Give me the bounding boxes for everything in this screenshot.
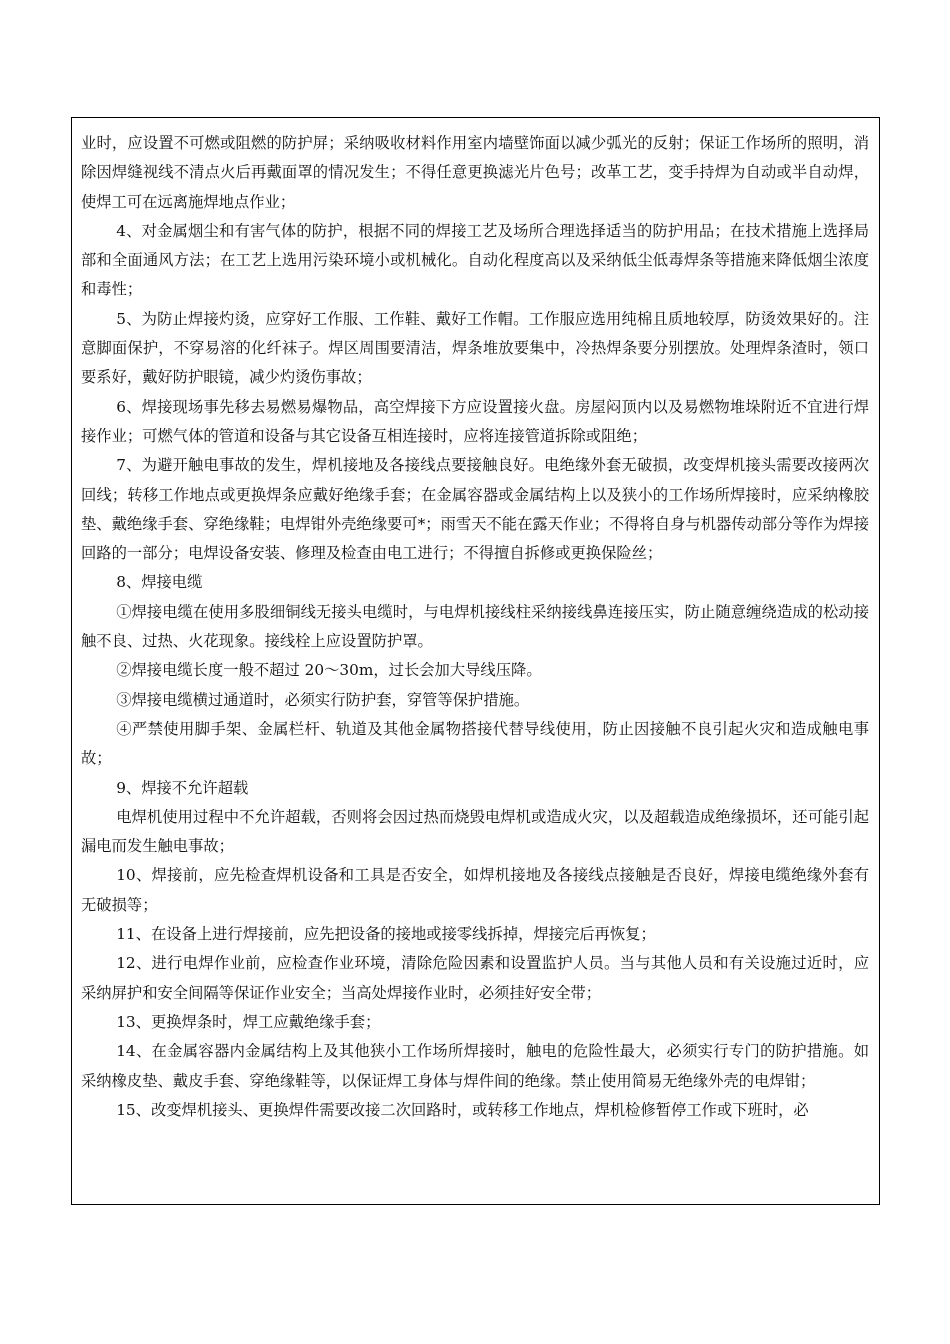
paragraph-item-8-sub-2: ②焊接电缆长度一般不超过 20～30m，过长会加大导线压降。 [116,661,542,680]
paragraph-item-12: 12、进行电焊作业前，应检查作业环境，清除危险因素和设置监护人员。当与其他人员和有关设施过近时，应采纳屏护和安全间隔等保证作业安全；当高处焊接作业时，必须挂好安全带； [81,954,869,1002]
paragraph-item-9-body: 电焊机使用过程中不允许超载，否则将会因过热而烧毁电焊机或造成火灾，以及超载造成绝缘损坏，还可能引起漏电而发生触电事故； [81,807,869,856]
paragraph-item-8-sub-3: ③焊接电缆横过通道时，必须实行防护套，穿管等保护措施。 [116,690,530,709]
paragraph-item-13: 13、更换焊条时，焊工应戴绝缘手套； [116,1012,381,1031]
document-table-cell [71,117,880,1205]
paragraph-item-7: 7、为避开触电事故的发生，焊机接地及各接线点要接触良好。电绝缘外套无破损，改变焊机接头需要改接两次回线；转移工作地点或更换焊条应戴好绝缘手套；在金属容器或金属结构上以及狭小的工作场所焊接时，应采纳橡胶垫、戴绝缘手套、穿绝缘鞋；电焊钳外壳绝缘要可*；雨雪天不能在露天作业；不得将自身与机器传动部分等作为焊接回路的一部分；电焊设备安装、修理及检查由电工进行；不得擅自拆修或更换保险丝； [81,456,869,563]
paragraph-item-8-sub-4: ④严禁使用脚手架、金属栏杆、轨道及其他金属物搭接代替导线使用，防止因接触不良引起火灾和造成触电事故； [81,719,869,768]
paragraph-item-11: 11、在设备上进行焊接前，应先把设备的接地或接零线拆掉，焊接完后再恢复； [116,925,656,944]
paragraph-item-10: 10、焊接前，应先检查焊机设备和工具是否安全，如焊机接地及各接线点接触是否良好，焊接电缆绝缘外套有无破损等； [81,866,869,914]
paragraph-item-8-heading: 8、焊接电缆 [116,573,203,592]
paragraph-item-5: 5、为防止焊接灼烫，应穿好工作服、工作鞋、戴好工作帽。工作服应选用纯棉且质地较厚，防烫效果好的。注意脚面保护，不穿易溶的化纤袜子。焊区周围要清洁，焊条堆放要集中，冷热焊条要分别摆放。处理焊条渣时，领口要系好，戴好防护眼镜，减少灼烫伤事故； [81,309,869,387]
paragraph-item-9-heading: 9、焊接不允许超载 [116,778,249,797]
paragraph-item-14: 14、在金属容器内金属结构上及其他狭小工作场所焊接时，触电的危险性最大，必须实行专门的防护措施。如采纳橡皮垫、戴皮手套、穿绝缘鞋等，以保证焊工身体与焊件间的绝缘。禁止使用简易无绝缘外壳的电焊钳； [81,1042,869,1090]
paragraph-item-8-sub-1: ①焊接电缆在使用多股细铜线无接头电缆时，与电焊机接线柱采纳接线鼻连接压实，防止随意缠绕造成的松动接触不良、过热、火花现象。接线栓上应设置防护罩。 [81,602,869,651]
paragraph-continuation: 业时，应设置不可燃或阻燃的防护屏；采纳吸收材料作用室内墙壁饰面以减少弧光的反射；保证工作场所的照明，消除因焊缝视线不清点火后再戴面罩的情况发生；不得任意更换滤光片色号；改革工艺，变手持焊为自动或半自动焊，使焊工可在远离施焊地点作业； [81,134,869,211]
paragraph-item-6: 6、焊接现场事先移去易燃易爆物品，高空焊接下方应设置接火盘。房屋闷顶内以及易燃物堆垛附近不宜进行焊接作业；可燃气体的管道和设备与其它设备互相连接时，应将连接管道拆除或阻绝； [81,397,869,445]
paragraph-item-4: 4、对金属烟尘和有害气体的防护，根据不同的焊接工艺及场所合理选择适当的防护用品；在技术措施上选择局部和全面通风方法；在工艺上选用污染环境小或机械化。自动化程度高以及采纳低尘低毒焊条等措施来降低烟尘浓度和毒性； [81,221,869,299]
paragraph-item-15: 15、改变焊机接头、更换焊件需要改接二次回路时，或转移工作地点，焊机检修暂停工作或下班时，必 [116,1100,809,1119]
